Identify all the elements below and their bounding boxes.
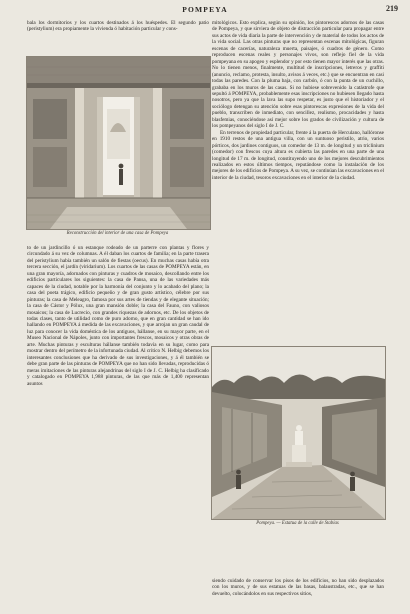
running-title: POMPEYA <box>182 5 228 14</box>
paragraph: siendo cuidado de conservar los pisos de los edificios, no han sido desplazados con los muros, y de sus estatuas de las basas, balaustradas, etc., que se han devuelto, colocándolos en sus respectivos sitios, <box>212 578 384 597</box>
figure-caption-street: Pompeya. — Estatua de la calle de Stabias <box>256 521 339 526</box>
text-column-left-middle <box>27 245 209 611</box>
interior-engraving <box>27 57 210 229</box>
figure-interior-illustration <box>26 56 211 230</box>
paragraph: to de un jardincillo ó un estanque rodeado de un parterre con plantas y flores y circundado á su vez de columnas. A él daban los cuartos de familia; en la parte trasera del peristylium había también un salón de fiestas (oecus). En muchas casas había otra tercera sección, el jardín (viridarium). Los cuartos de las casas de POMPEYA están, en una gran mayoría, adornados con pinturas y cuadros de mosaico, descollando entre los edificios particulares los siguientes: la casa de Pansa, una de las variedades más capaces de la ciudad, notable por la harmonía del conjunto y lo acabado del plano; la casa del poeta trágico, edificio pequeño y de gran gusto artístico, célebre por sus pinturas; la casa de Meleagro, famosa por sus artes de tiendas y de elegante situación; la casa de Cástor y Pólux, una gran mansión doble; la casa del Fauno, con valiosos mosaicos; la casa de Lucrecio, con grandes riquezas de adornos, etc. De los objetos de todas clases, tanto de utilidad como de puro adorno, que en gran cantidad se han ido hallando en POMPEYA á medida de las excavaciones, y que arrojan un gran caudal de luz para conocer la vida doméstica de los antiguos, hállanse, en su mayor parte, en el Museo Nacional de Nápoles, junto con importantes frescos, mosaicos y otras obras de arte. Muchas pinturas y esculturas hállanse también todavía en su lugar, como para mostrar dentro del perímetro de la infortunada ciudad. Al crítico N. Helbig debemos los interesantes conclusiones que ha derivado de sus investigaciones, y á él también se debe gran parte de las pinturas de POMPEYA que no han sido llevadas, reproducidas ó meras imitaciones de las pinturas alejandrinas del siglo I de J. C. Helbig ha clasificado y catalogado en POMPEYA 1,988 pinturas, de las que más de 1,400 representan asuntos <box>27 245 209 387</box>
figure-street-photograph <box>211 346 386 520</box>
text-column-right-bottom <box>212 578 384 612</box>
paragraph: bala los dormitorios y los cuartos destinados á los huéspedes. El segundo patio (peristylium) era propiamente la vivienda ó habitación particular y cons- <box>27 20 209 33</box>
text-column-right-top <box>212 20 384 344</box>
paragraph: mitológicos. Esto explica, según su opinión, los pintorescos adornos de las casas de Pompeya, y que sirviera de objeto de distracción particular para propagar entre sus actos de vida diaria la parte de intervención y de material de todos los actos de la vida social. Las otras pinturas que no representan escenas mitológicas, figuran escenas de cacerías, naturaleza muerta, paisajes, ó cuadros de género. Como reproducen escenas reales y personajes vivos, son reflejo fiel de la vida pompeyana en su apogeo y esplendor y por esto tienen mayor interés que las otras. No lo tienen menos, finalmente, multitud de inscripciones, letreros y graffiti (anuncio, reclamo, protesta, insulto, avisos á veces, etc.) que se encuentran en casi todas las paredes. Con la pluma baja, con carbón, ó con la punta de un cuchillo, grababa en los muros de las casas. Si no hubiese sobrevenido la catástrofe que sepultó á POMPEYA, probablemente esas inscripciones no hubiesen llegado hasta nosotros, pero ya que la lava las supo respetar, es justo que el historiador y el sociólogo detengan su atención sobre esas pintorescas expresiones de la vida del pueblo, transcriben de inmediato, con sencillez, realismo, procacidades y hasta blasfemias, conociéndose así mejor sobre los grados de civilización y cultura de los pompeyanos del siglo I de J. C. <box>212 20 384 130</box>
paragraph: En terrenos de propiedad particular, frente á la puerta de Herculano, hallóronse en 1910 restos de una antigua villa, con un suntuoso peristilo, atrio, varios pórticos, dos jardines contiguos, un comedor de 13 m. de longitud y un triclinium (comedor) con frescos cuya altura es cubierta las paredes en una parte de una longitud de 17 m. de longitud, constituyendo uno de los mejores descubrimientos realizados en estos últimos tiempos, reputándose como la instalación de los mejores de los edificios de Pompeya. A su vez, se continúan las excavaciones en el interior de la ciudad, tesoros excavaciones en el interior de la ciudad. <box>212 129 384 181</box>
street-photograph <box>212 347 385 519</box>
figure-caption-interior: Reconstrucción del interior de una casa de Pompeya <box>66 231 169 236</box>
text-column-left-top <box>27 20 209 54</box>
page-number: 219 <box>386 4 398 13</box>
